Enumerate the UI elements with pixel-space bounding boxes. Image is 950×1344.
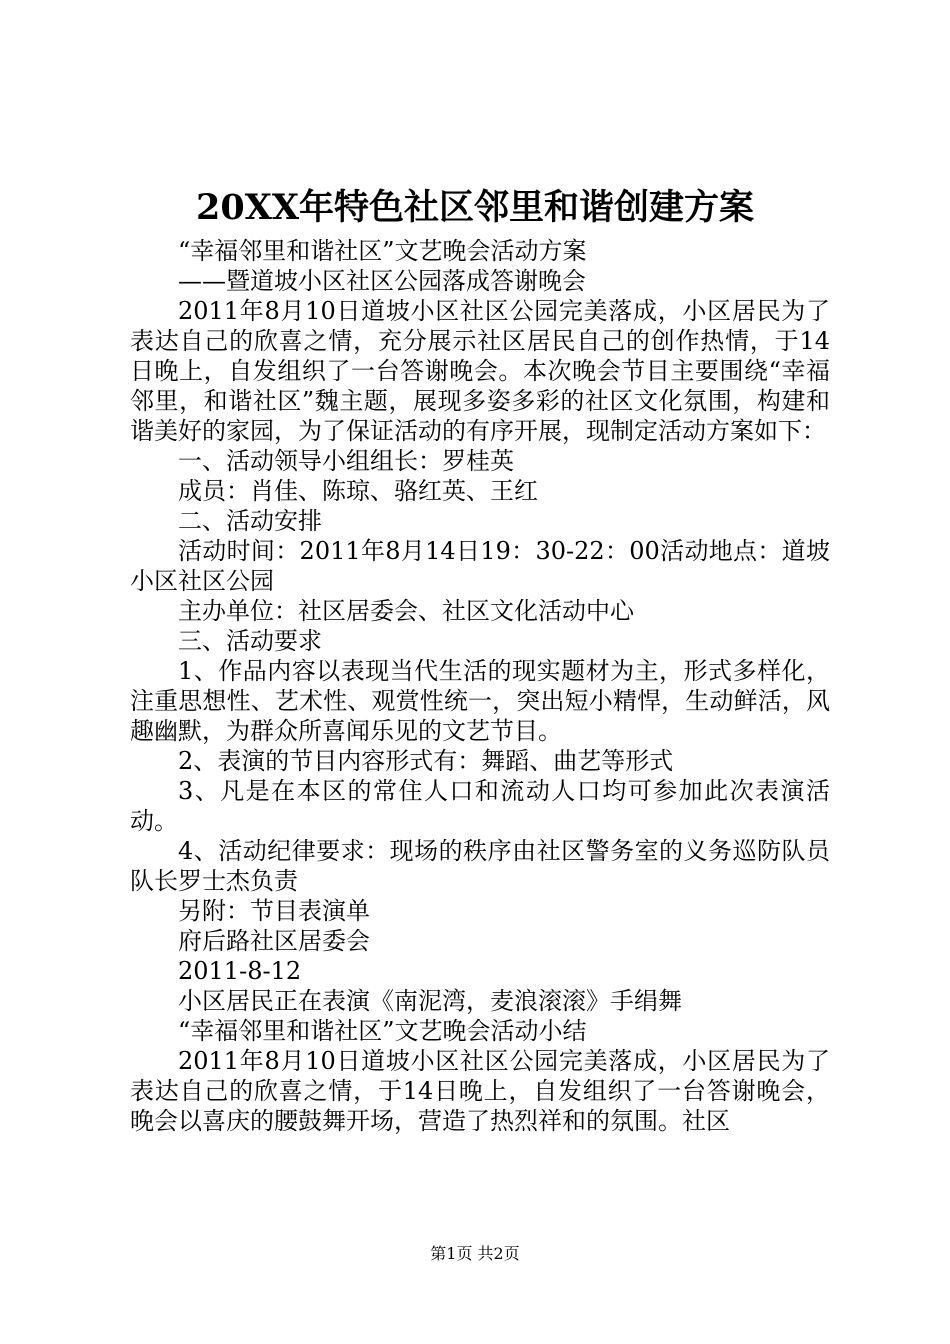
paragraph-heading-requirements: 三、活动要求 [178, 627, 322, 655]
paragraph-members: 成员：肖佳、陈琼、骆红英、王红 [178, 477, 538, 505]
paragraph-summary-heading: “幸福邻里和谐社区”文艺晚会活动小结 [178, 1017, 587, 1045]
paragraph-signature-date: 2011-8-12 [178, 957, 302, 985]
paragraph-organizer: 主办单位：社区居委会、社区文化活动中心 [178, 597, 634, 625]
document-title: 20XX年特色社区邻里和谐创建方案 [195, 187, 755, 228]
paragraph-subtitle-sub: ——暨道坡小区社区公园落成答谢晚会 [178, 267, 586, 295]
paragraph-subtitle: “幸福邻里和谐社区”文艺晚会活动方案 [178, 237, 587, 265]
paragraph-leader: 一、活动领导小组组长：罗桂英 [178, 447, 514, 475]
paragraph-intro: 2011年8月10日道坡小区社区公园完美落成，小区居民为了表达自己的欣喜之情，充分展示社区居民自己的创作热情，于14日晚上，自发组织了一台答谢晚会。本次晚会节目主要围绕“幸福邻里，和谐社区”魏主题，展现多姿多彩的社区文化氛围，构建和谐美好的家园，为了保证活动的有序开展，现制定活动方案如下： [130, 297, 830, 445]
paragraph-requirement-2: 2、表演的节目内容形式有：舞蹈、曲艺等形式 [178, 747, 674, 775]
paragraph-time-location: 活动时间：2011年8月14日19：30-22：00活动地点：道坡小区社区公园 [130, 537, 830, 595]
page-number: 第1页 共2页 [430, 1244, 520, 1263]
document-body [130, 236, 830, 1136]
paragraph-summary: 2011年8月10日道坡小区社区公园完美落成，小区居民为了表达自己的欣喜之情，于14日晚上，自发组织了一台答谢晚会，晚会以喜庆的腰鼓舞开场，营造了热烈祥和的氛围。社区 [130, 1047, 830, 1135]
paragraph-heading-arrangement: 二、活动安排 [178, 507, 322, 535]
paragraph-signature-org: 府后路社区居委会 [178, 927, 370, 955]
paragraph-requirement-3: 3、凡是在本区的常住人口和流动人口均可参加此次表演活动。 [130, 777, 830, 835]
paragraph-requirement-1: 1、作品内容以表现当代生活的现实题材为主，形式多样化，注重思想性、艺术性、观赏性统一，突出短小精悍，生动鲜活，风趣幽默，为群众所喜闻乐见的文艺节目。 [130, 657, 830, 745]
paragraph-attachment: 另附：节目表演单 [178, 897, 370, 925]
paragraph-requirement-4: 4、活动纪律要求：现场的秩序由社区警务室的义务巡防队员队长罗士杰负责 [130, 837, 830, 895]
paragraph-photo-caption: 小区居民正在表演《南泥湾，麦浪滚滚》手绢舞 [178, 987, 682, 1015]
